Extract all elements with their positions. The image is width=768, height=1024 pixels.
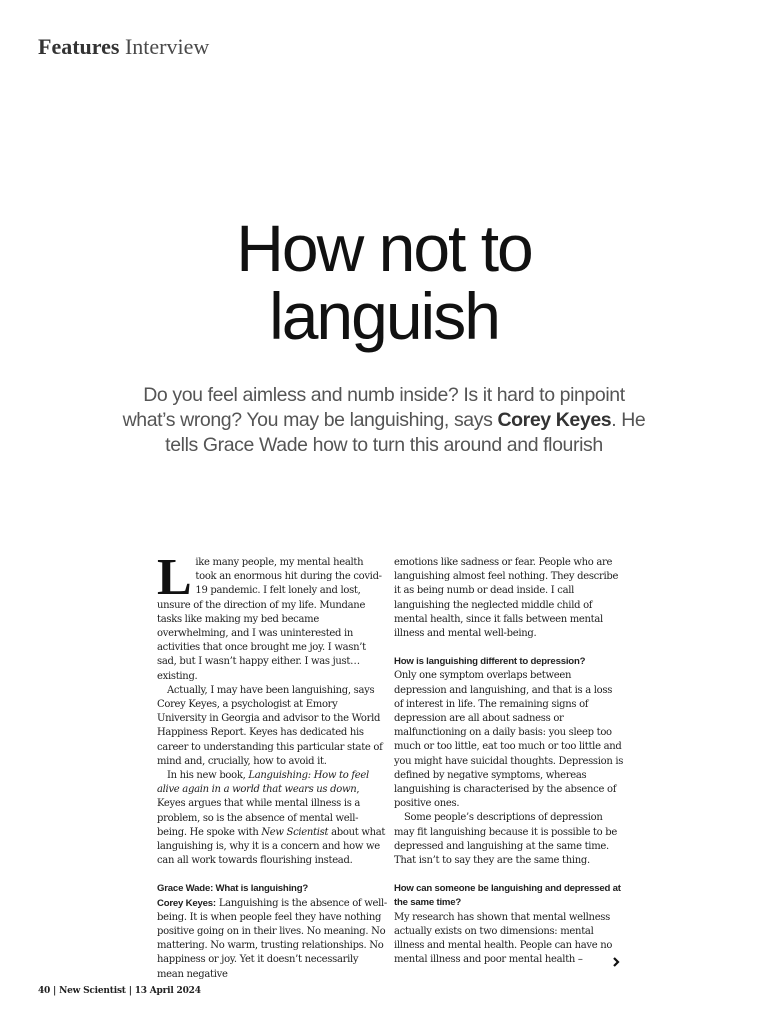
answer-1 [157, 897, 387, 982]
paragraph-2: Actually, I may have been languishing, says Corey Keyes, a psychologist at Emory University in Georgia and advisor to the World Happiness Report. Keyes has dedicated his career to understanding this particular state of mind and, crucially, how to avoid it. [157, 684, 383, 767]
chevron-right-icon [611, 957, 621, 967]
paragraph-3-text-c: about what languishing is, why it is a concern and how we can all work towards flourishing instead. [157, 826, 386, 867]
question-2: How is languishing different to depression? [394, 656, 586, 668]
answer-2: Only one symptom overlaps between depression and languishing, and that is a loss of interest in life. The remaining signs of depression are all about sadness or malfunctioning on a daily basis: you sleep too much or too little, eat too much or too little and you might have suicidal thoughts. Depression is defined by negative symptoms, whereas languishing is characterised by the absence of positive ones. [394, 670, 624, 810]
article-column-left [157, 549, 387, 982]
paragraph-3 [157, 769, 387, 868]
intro-text: ike many people, my mental health took an enormous hit during the covid-19 pandemic. I felt lonely and lost, unsure of the direction of my life. Mundane tasks like making my bed became overwhelming, and I was uninterested in activities that once brought me joy. I wasn’t sad, but I wasn’t happy either. I was just… existing. [157, 557, 382, 682]
section-label [38, 34, 209, 60]
intro-paragraph [157, 549, 387, 684]
magazine-name: New Scientist [261, 826, 329, 838]
paragraph-3-text-b: , Keyes argues that while mental illness is a problem, so is the absence of mental well-being. He spoke with [157, 784, 361, 838]
headline-line-1: How not to [236, 211, 532, 285]
answer-1-speaker: Corey Keyes: [157, 897, 216, 909]
headline [0, 211, 768, 353]
standfirst-name: Corey Keyes [497, 409, 612, 431]
answer-1-text: Languishing is the absence of well-being. It is when people feel they have nothing positive going on in their lives. No meaning. No mattering. No warm, trusting relationships. No happiness or joy. Yet it doesn’t necessarily mean negative [157, 897, 387, 980]
paragraph-3-text-a: In his new book, [167, 770, 249, 782]
section-category: Features [38, 34, 120, 59]
standfirst-before: Do you feel aimless and numb inside? Is it hard to pinpoint what’s wrong? You may be languishing, says [122, 384, 625, 431]
question-1: Grace Wade: What is languishing? [157, 883, 309, 895]
page-footer: 40 | New Scientist | 13 April 2024 [38, 986, 201, 996]
standfirst [120, 383, 648, 458]
headline-line-2: languish [269, 279, 499, 353]
section-type: Interview [124, 34, 210, 59]
answer-2-continued: Some people’s descriptions of depression may fit languishing because it is possible to be depressed and languishing at the same time. That isn’t to say they are the same thing. [394, 812, 617, 867]
article-column-right [394, 556, 624, 967]
standfirst-after: . He tells Grace Wade how to turn this around and flourish [165, 409, 646, 456]
question-3: How can someone be languishing and depressed at the same time? [394, 883, 621, 909]
answer-1-continued: emotions like sadness or fear. People who are languishing almost feel nothing. They describe it as being numb or dead inside. I call languishing the neglected middle child of mental health, since it falls between mental illness and mental well-being. [394, 557, 619, 640]
answer-3: My research has shown that mental wellness actually exists on two dimensions: mental illness and mental health. People can have no mental illness and poor mental health – [394, 911, 613, 966]
drop-cap: L [157, 549, 192, 606]
book-title: Languishing: How to feel alive again in a world that wears us down [157, 770, 369, 796]
